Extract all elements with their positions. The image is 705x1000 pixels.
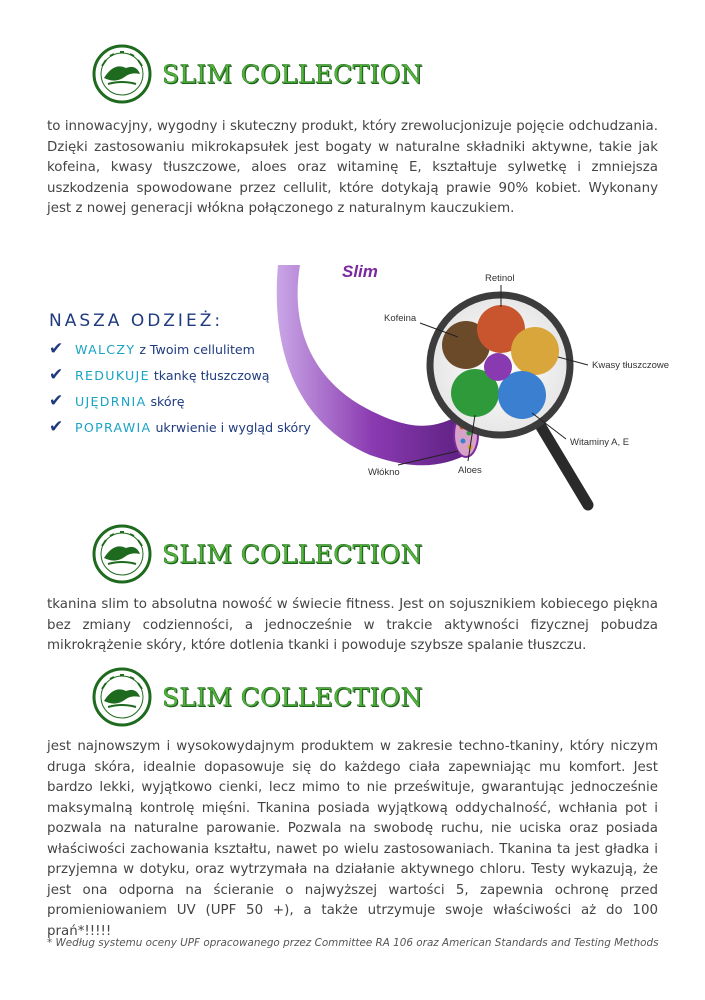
- slim-collection-logo: [92, 524, 152, 584]
- check-icon: ✔: [49, 339, 64, 359]
- label-kofeina: Kofeina: [384, 313, 417, 324]
- benefits-heading: NASZA ODZIEŻ:: [49, 311, 224, 331]
- label-kwasy: Kwasy tłuszczowe: [592, 360, 670, 371]
- capsule-acids: [511, 327, 559, 375]
- benefit-text: tkankę tłuszczową: [153, 367, 270, 383]
- slim-collection-logo: [92, 667, 152, 727]
- label-retinol: Retinol: [485, 273, 515, 284]
- brand-header-1: [92, 44, 423, 104]
- brand-header-3: [92, 667, 423, 727]
- benefit-keyword: REDUKUJE: [75, 367, 150, 383]
- footnote: * Według systemu oceny UPF opracowanego przez Committee RA 106 oraz American Standards and Testing Methods: [47, 937, 659, 949]
- fiber-diagram: [270, 255, 700, 517]
- brand-header-2: [92, 524, 423, 584]
- intro-paragraph: to innowacyjny, wygodny i skuteczny produkt, który zrewolucjonizuje pojęcie odchudzania. Dzięki zastosowaniu mikrokapsułek jest bogaty w naturalne składniki aktywne, takie jak kofeina, kwasy tłuszczowe, aloes oraz witaminę E, kształtuje sylwetkę i zmniejsza uszkodzenia spowodowane przez cellulit, które dotykają prawie 90% kobiet. Wykonany jest z nowej generacji włókna połączonego z naturalnym kauczukiem.: [47, 119, 658, 216]
- benefit-text: ukrwienie i wygląd skóry: [155, 419, 311, 435]
- brand-title: SLIM COLLECTION: [162, 682, 423, 712]
- label-aloes: Aloes: [458, 465, 482, 476]
- benefit-keyword: POPRAWIA: [75, 419, 152, 435]
- brand-title: SLIM COLLECTION: [162, 59, 423, 89]
- diagram-title: Slim: [342, 262, 378, 281]
- label-wlokno: Włókno: [368, 467, 400, 478]
- benefit-keyword: UJĘDRNIA: [75, 393, 147, 409]
- label-witaminy: Witaminy A, E: [570, 437, 630, 448]
- check-icon: ✔: [49, 365, 64, 385]
- slim-collection-logo: [92, 44, 152, 104]
- fabric-paragraph: tkanina slim to absolutna nowość w świecie fitness. Jest on sojusznikiem kobiecego piękna bez zmiany codzienności, a jednocześnie w trakcie aktywności fizycznej pobudza mikrokrążenie skóry, które dotlenia tkanki i powoduje szybsze spalanie tłuszczu.: [47, 597, 658, 653]
- benefit-keyword: WALCZY: [75, 341, 136, 357]
- benefit-text: skórę: [150, 393, 185, 409]
- technical-paragraph: jest najnowszym i wysokowydajnym produktem w zakresie techno-tkaniny, który niczym druga skóra, idealnie dopasowuje się do każdego ciała zapewniając mu komfort. Jest bardzo lekki, wyjątkowo cienki, lecz mimo to nie prześwituje, gwarantując jednocześnie maksymalną kontrolę mięśni. Tkanina posiada wyjątkową oddychalność, wchłania pot i pozwala na naturalne parowanie. Pozwala na swobodę ruchu, nie uciska oraz posiada właściwości zachowania kształtu, nawet po wielu zastosowaniach. Tkanina ta jest gładka i przyjemna w dotyku, oraz wytrzymała na działanie aktywnego chloru. Testy wykazują, że jest ona odporna na ścieranie o najwyższej wartości 5, zapewnia ochronę przed promieniowaniem UV (UPF 50 +), a także utrzymuje swoje właściwości aż do 100 prań*!!!!!: [47, 739, 658, 939]
- check-icon: ✔: [49, 417, 64, 437]
- brand-title: SLIM COLLECTION: [162, 539, 423, 569]
- check-icon: ✔: [49, 391, 64, 411]
- benefit-text: z Twoim cellulitem: [139, 341, 255, 357]
